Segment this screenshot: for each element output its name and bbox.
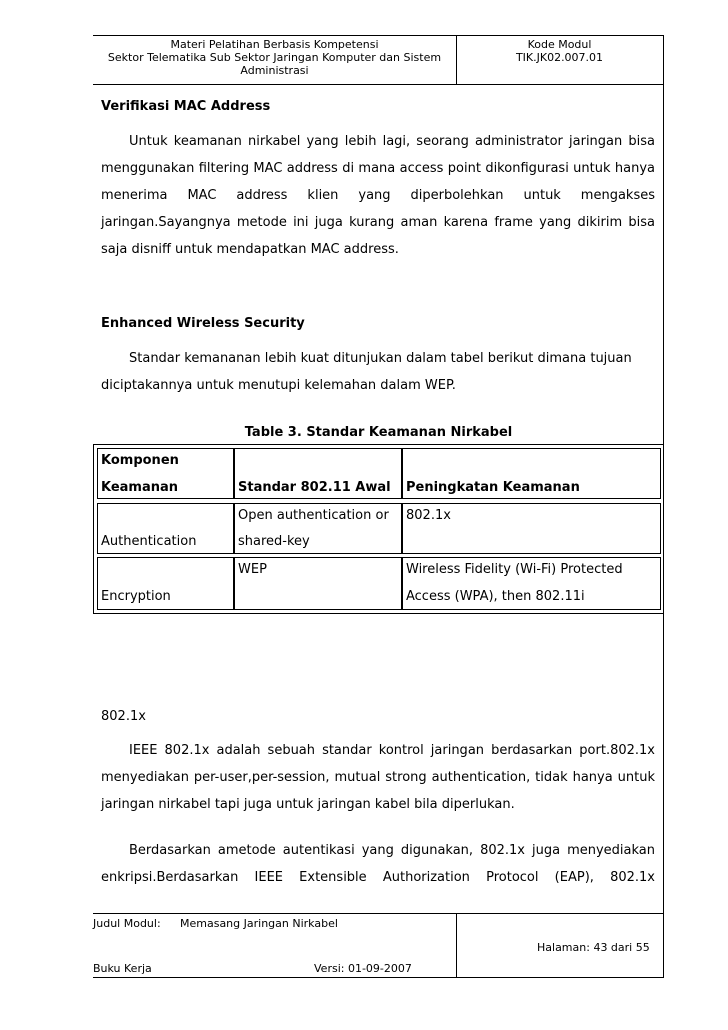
header-standar: Standar 802.11 Awal: [238, 480, 391, 495]
paragraph-line: menerima MAC address klien yang diperbolehkan untuk mengakses: [101, 188, 655, 203]
paragraph-mac: [101, 128, 655, 263]
paragraph-line: saja disniff untuk mendapatkan MAC address.: [101, 242, 399, 257]
footer-judul-value: Memasang Jaringan Nirkabel: [180, 917, 338, 930]
header-title-line1: Materi Pelatihan Berbasis Kompetensi: [170, 38, 379, 51]
kode-label: Kode Modul: [527, 38, 592, 51]
paragraph-line: Standar kemananan lebih kuat ditunjukan dalam tabel berikut dimana tujuan: [129, 351, 632, 366]
footer-divider: [456, 913, 457, 978]
header-title: [93, 38, 456, 77]
footer-buku: Buku Kerja: [93, 962, 152, 975]
footer-top-rule: [93, 913, 664, 914]
paragraph-line: Untuk keamanan nirkabel yang lebih lagi, seorang administrator jaringan bisa: [129, 134, 655, 149]
header-keamanan: Keamanan: [101, 480, 179, 495]
paragraph-8021x-2: [101, 837, 655, 891]
paragraph-line: jaringan nirkabel tapi juga untuk jaringan kabel bila diperlukan.: [101, 797, 515, 812]
row-encryption-standard: WEP: [238, 562, 267, 577]
header-title-line3: Administrasi: [240, 64, 309, 77]
row-authentication-standard-2: shared-key: [238, 534, 310, 549]
kode-value: TIK.JK02.007.01: [515, 51, 604, 64]
row-encryption-improvement: Wireless Fidelity (Wi-Fi) Protected: [406, 562, 623, 577]
footer-bottom-rule: [93, 977, 664, 978]
paragraph-enhanced: [101, 345, 655, 399]
footer-right-border: [663, 913, 664, 978]
header-title-line2: Sektor Telematika Sub Sektor Jaringan Komputer dan Sistem: [107, 51, 442, 64]
header-peningkatan: Peningkatan Keamanan: [406, 480, 580, 495]
paragraph-8021x-1: [101, 737, 655, 818]
footer-versi: Versi: 01-09-2007: [314, 962, 412, 975]
section-title-mac: Verifikasi MAC Address: [101, 99, 271, 114]
header-kode: [456, 38, 663, 64]
section-title-8021x: 802.1x: [101, 709, 146, 724]
row-authentication-standard: Open authentication or: [238, 508, 389, 523]
paragraph-line: menyediakan per-user,per-session, mutual strong authentication, tidak hanya untuk: [101, 770, 655, 785]
header-komponen: Komponen: [101, 453, 179, 468]
paragraph-line: jaringan.Sayangnya metode ini juga kurang aman karena frame yang dikirim bisa: [101, 215, 655, 230]
paragraph-line: Berdasarkan ametode autentikasi yang digunakan, 802.1x juga menyediakan: [129, 843, 655, 858]
row-encryption-component: Encryption: [101, 589, 171, 604]
paragraph-line: menggunakan filtering MAC address di mana access point dikonfigurasi untuk hanya: [101, 161, 655, 176]
footer-judul-label: Judul Modul:: [93, 917, 161, 930]
table-caption: Table 3. Standar Keamanan Nirkabel: [244, 425, 513, 440]
section-title-enhanced: Enhanced Wireless Security: [101, 316, 305, 331]
footer-halaman: Halaman: 43 dari 55: [537, 941, 650, 954]
paragraph-line: IEEE 802.1x adalah sebuah standar kontrol jaringan berdasarkan port.802.1x: [129, 743, 655, 758]
row-authentication-improvement: 802.1x: [406, 508, 451, 523]
row-authentication-component: Authentication: [101, 534, 197, 549]
paragraph-line: diciptakannya untuk menutupi kelemahan dalam WEP.: [101, 378, 456, 393]
paragraph-line: enkripsi.Berdasarkan IEEE Extensible Authorization Protocol (EAP), 802.1x: [101, 870, 655, 885]
row-encryption-improvement-2: Access (WPA), then 802.11i: [406, 589, 585, 604]
